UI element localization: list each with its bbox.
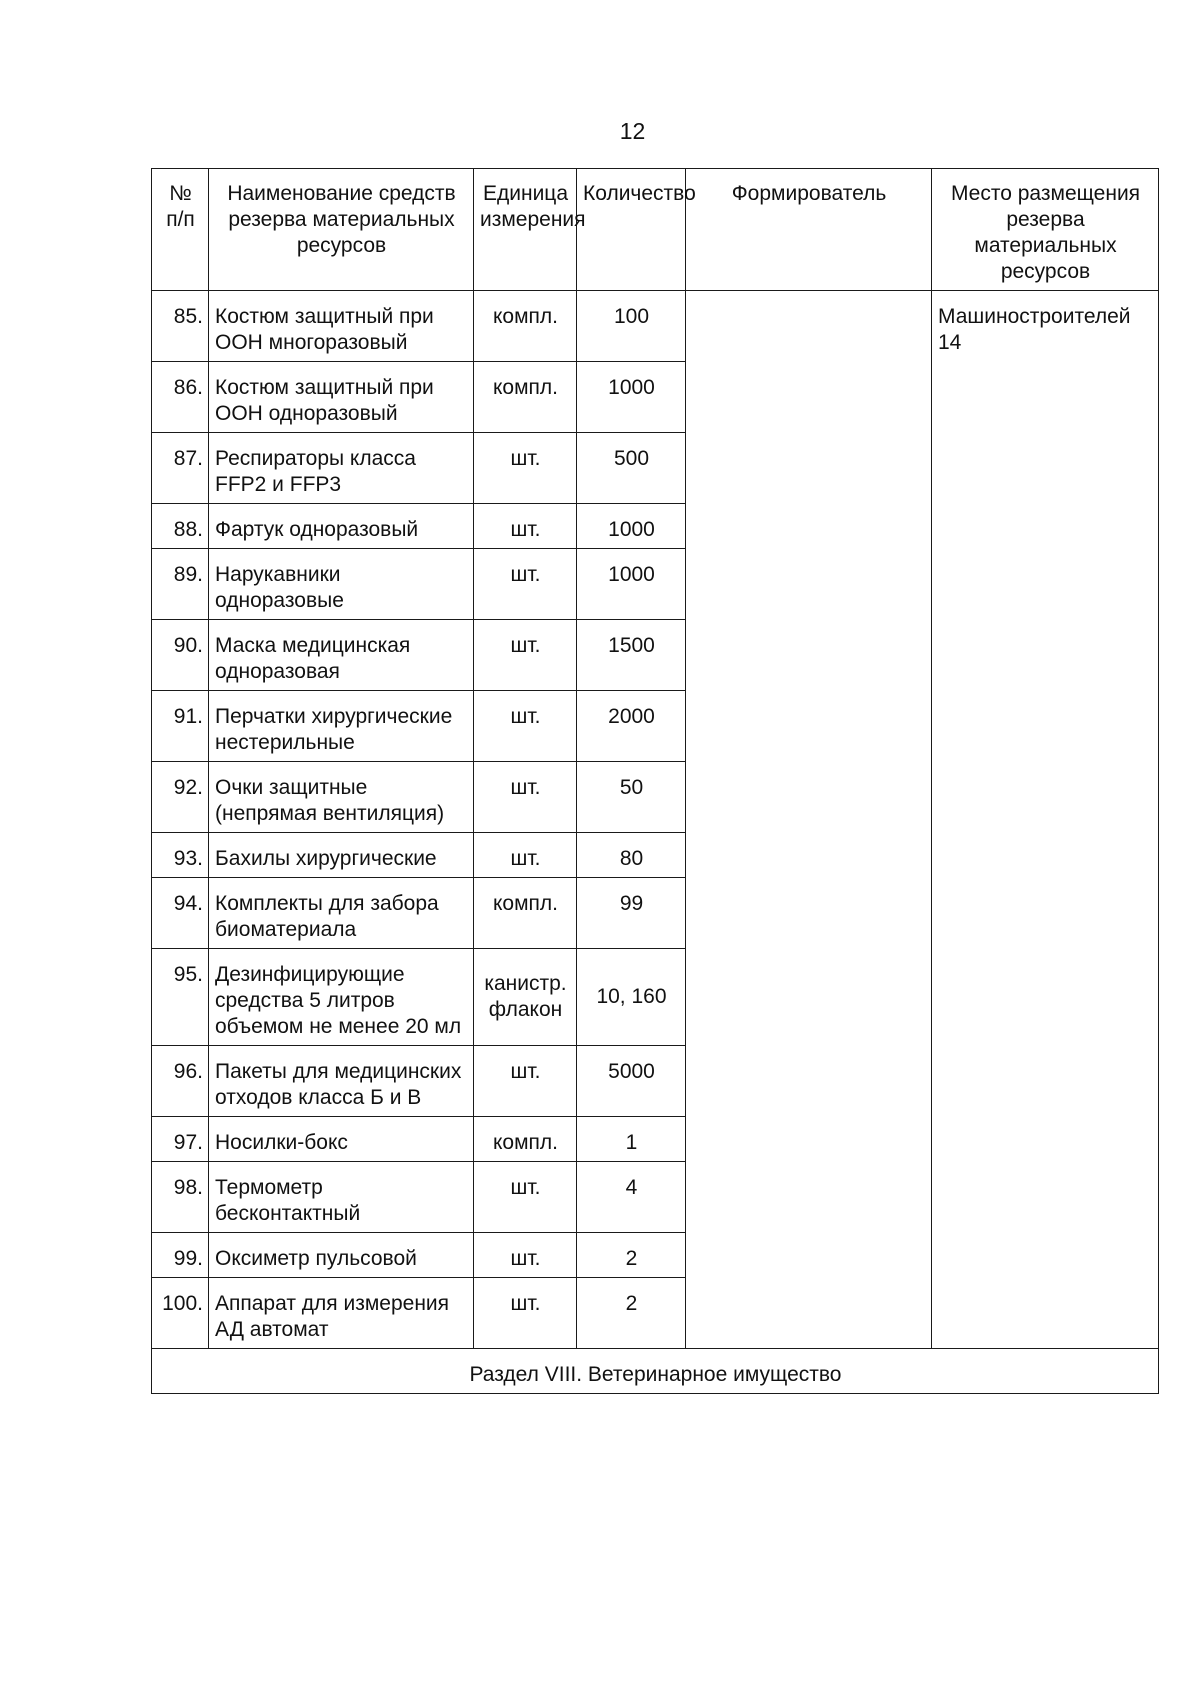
- item-name: Носилки-бокс: [209, 1117, 474, 1162]
- row-number: 89.: [152, 549, 209, 620]
- item-quantity: 500: [577, 433, 686, 504]
- item-quantity: 10, 160: [577, 949, 686, 1046]
- item-unit: шт.: [474, 833, 577, 878]
- item-unit: шт.: [474, 762, 577, 833]
- item-quantity: 2: [577, 1278, 686, 1349]
- item-unit: шт.: [474, 504, 577, 549]
- item-name: Пакеты для медицинских отходов класса Б и В: [209, 1046, 474, 1117]
- item-quantity: 50: [577, 762, 686, 833]
- item-unit: шт.: [474, 1162, 577, 1233]
- item-quantity: 1500: [577, 620, 686, 691]
- row-number: 97.: [152, 1117, 209, 1162]
- item-name: Костюм защитный при ООН одноразовый: [209, 362, 474, 433]
- header-unit: Единица измерения: [474, 169, 577, 291]
- item-unit: компл.: [474, 878, 577, 949]
- item-unit: шт.: [474, 1046, 577, 1117]
- row-number: 93.: [152, 833, 209, 878]
- item-name: Респираторы класса FFP2 и FFP3: [209, 433, 474, 504]
- item-unit: шт.: [474, 549, 577, 620]
- item-quantity: 1000: [577, 362, 686, 433]
- section-row: [152, 1349, 1159, 1394]
- item-unit: шт.: [474, 1233, 577, 1278]
- former-cell: [686, 291, 932, 1349]
- item-name: Дезинфицирующие средства 5 литров объемом не менее 20 мл: [209, 949, 474, 1046]
- item-quantity: 1000: [577, 549, 686, 620]
- reserve-table: [151, 168, 1159, 1394]
- item-name: Маска медицинская одноразовая: [209, 620, 474, 691]
- item-unit: компл.: [474, 1117, 577, 1162]
- header-place: Место размещения резерва материальных ресурсов: [932, 169, 1159, 291]
- header-name: Наименование средств резерва материальных ресурсов: [209, 169, 474, 291]
- row-number: 95.: [152, 949, 209, 1046]
- item-unit: шт.: [474, 1278, 577, 1349]
- header-num: № п/п: [152, 169, 209, 291]
- row-number: 94.: [152, 878, 209, 949]
- header-row: [152, 169, 1159, 291]
- item-name: Бахилы хирургические: [209, 833, 474, 878]
- section-title: Раздел VIII. Ветеринарное имущество: [152, 1349, 1159, 1394]
- item-name: Перчатки хирургические нестерильные: [209, 691, 474, 762]
- row-number: 87.: [152, 433, 209, 504]
- item-name: Комплекты для забора биоматериала: [209, 878, 474, 949]
- item-quantity: 4: [577, 1162, 686, 1233]
- item-quantity: 5000: [577, 1046, 686, 1117]
- row-number: 99.: [152, 1233, 209, 1278]
- page-number: 12: [619, 118, 646, 144]
- header-qty: Количество: [577, 169, 686, 291]
- item-quantity: 2000: [577, 691, 686, 762]
- item-unit: канистр. флакон: [474, 949, 577, 1046]
- item-name: Аппарат для измерения АД автомат: [209, 1278, 474, 1349]
- item-name: Оксиметр пульсовой: [209, 1233, 474, 1278]
- item-quantity: 2: [577, 1233, 686, 1278]
- table-row: [152, 291, 1159, 362]
- item-unit: шт.: [474, 433, 577, 504]
- item-quantity: 100: [577, 291, 686, 362]
- item-name: Термометр бесконтактный: [209, 1162, 474, 1233]
- row-number: 90.: [152, 620, 209, 691]
- row-number: 96.: [152, 1046, 209, 1117]
- item-quantity: 80: [577, 833, 686, 878]
- row-number: 98.: [152, 1162, 209, 1233]
- item-unit: шт.: [474, 691, 577, 762]
- item-quantity: 1000: [577, 504, 686, 549]
- row-number: 100.: [152, 1278, 209, 1349]
- row-number: 85.: [152, 291, 209, 362]
- table-body: [152, 291, 1159, 1394]
- item-quantity: 99: [577, 878, 686, 949]
- row-number: 86.: [152, 362, 209, 433]
- item-name: Очки защитные (непрямая вентиляция): [209, 762, 474, 833]
- item-name: Фартук одноразовый: [209, 504, 474, 549]
- item-unit: шт.: [474, 620, 577, 691]
- item-name: Костюм защитный при ООН многоразовый: [209, 291, 474, 362]
- header-former: Формирователь: [686, 169, 932, 291]
- item-name: Нарукавники одноразовые: [209, 549, 474, 620]
- row-number: 91.: [152, 691, 209, 762]
- placement-cell: Машиностроителей 14: [932, 291, 1159, 1349]
- row-number: 92.: [152, 762, 209, 833]
- item-unit: компл.: [474, 291, 577, 362]
- table-header: [152, 169, 1159, 291]
- item-quantity: 1: [577, 1117, 686, 1162]
- item-unit: компл.: [474, 362, 577, 433]
- row-number: 88.: [152, 504, 209, 549]
